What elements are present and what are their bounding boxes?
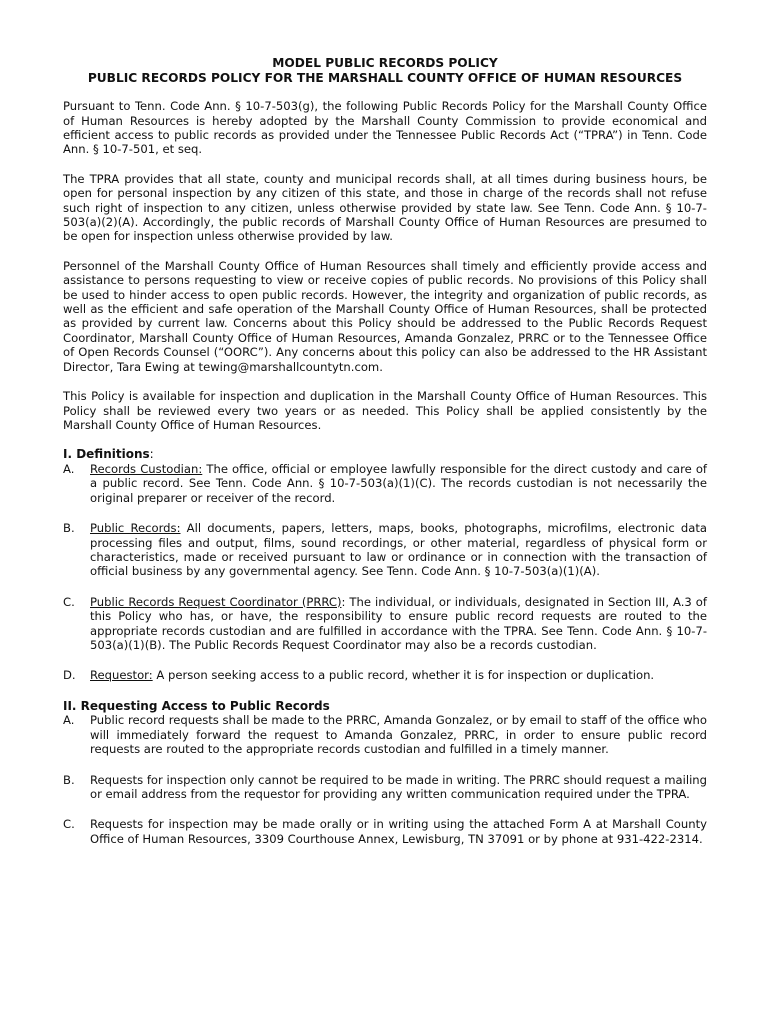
definition-item-requestor: [63, 668, 707, 682]
intro-paragraph-4: This Policy is available for inspection and duplication in the Marshall County Office of Human Resources. This Policy shall be reviewed every two years or as needed. This Policy shall be applied consistently by the Marshall County Office of Human Resources.: [63, 389, 707, 432]
definition-term: Requestor:: [90, 668, 153, 683]
definitions-heading: [63, 447, 707, 462]
definition-text: [90, 521, 707, 579]
document-subtitle: PUBLIC RECORDS POLICY FOR THE MARSHALL COUNTY OFFICE OF HUMAN RESOURCES: [87, 70, 683, 85]
document-page: [63, 56, 707, 862]
definitions-heading-colon: :: [149, 447, 154, 462]
definition-body: All documents, papers, letters, maps, books, photographs, microfilms, electronic data processing files and output, films, sound recordings, or other material, regardless of physical form or characteristics, made or received pursuant to law or ordinance or in connection with the transaction of official business by any governmental agency. See Tenn. Code Ann. § 10-7-503(a)(1)(A).: [90, 521, 708, 579]
request-text: Public record requests shall be made to the PRRC, Amanda Gonzalez, or by email to staff of the office who will immediately forward the request to Amanda Gonzalez, PRRC, in order to ensure public record requests are routed to the appropriate records custodian and fulfilled in a timely manner.: [90, 713, 707, 757]
document-title-block: [63, 56, 707, 85]
request-text: Requests for inspection may be made orally or in writing using the attached Form A at Marshall County Office of Human Resources, 3309 Courthouse Annex, Lewisburg, TN 37091 or by phone at 931-422-2314.: [90, 817, 707, 846]
definition-term: Public Records Request Coordinator (PRRC): [90, 594, 342, 609]
definition-text: [90, 462, 707, 505]
request-text: Requests for inspection only cannot be required to be made in writing. The PRRC should request a mailing or email address from the requestor for providing any written communication required under the TPRA.: [90, 772, 707, 801]
request-item-a: [63, 713, 707, 756]
intro-paragraph-3: Personnel of the Marshall County Office of Human Resources shall timely and efficiently provide access and assistance to persons requesting to view or receive copies of public records. No provisions of this Policy shall be used to hinder access to open public records. However, the integrity and organization of public records, as well as the efficient and safe operation of the Marshall County Office of Human Resources, shall be protected as provided by current law. Concerns about this Policy should be addressed to the Public Records Request Coordinator, Marshall County Office of Human Resources, Amanda Gonzalez, PRRC or to the Tennessee Office of Open Records Counsel (“OORC”). Any concerns about this policy can also be addressed to the HR Assistant Director, Tara Ewing at tewing@marshallcountytn.com.: [63, 258, 707, 374]
definition-text: [90, 595, 707, 653]
request-letter: A.: [63, 713, 75, 728]
request-item-c: [63, 817, 707, 846]
definition-term: Public Records:: [90, 521, 181, 536]
definition-letter: A.: [63, 461, 75, 476]
definition-body: A person seeking access to a public record, whether it is for inspection or duplication.: [152, 668, 655, 683]
definition-text: [90, 668, 707, 682]
definition-item-prrc: [63, 595, 707, 653]
requesting-access-heading: II. Requesting Access to Public Records: [63, 698, 330, 713]
request-item-b: [63, 773, 707, 802]
intro-paragraph-2: The TPRA provides that all state, county and municipal records shall, at all times during business hours, be open for personal inspection by any citizen of this state, and those in charge of the records shall not refuse such right of inspection to any citizen, unless otherwise provided by state law. See Tenn. Code Ann. § 10-7-503(a)(2)(A). Accordingly, the public records of Marshall County Office of Human Resources are presumed to be open for inspection unless otherwise provided by law.: [63, 171, 707, 244]
definition-body: The office, official or employee lawfully responsible for the direct custody and care of a public record. See Tenn. Code Ann. § 10-7-503(a)(1)(C). The records custodian is not necessarily the original preparer or receiver of the record.: [90, 461, 707, 505]
request-letter: C.: [63, 817, 75, 832]
request-letter: B.: [63, 772, 75, 787]
definition-item-public-records: [63, 521, 707, 579]
definition-item-records-custodian: [63, 462, 707, 505]
definition-body: : The individual, or individuals, designated in Section III, A.3 of this Policy who has, or have, the responsibility to ensure public record requests are routed to the appropriate records custodian and are fulfilled in accordance with the TPRA. See Tenn. Code Ann. § 10-7-503(a)(1)(B). The Public Records Request Coordinator may also be a records custodian.: [90, 594, 707, 652]
intro-paragraph-1: Pursuant to Tenn. Code Ann. § 10-7-503(g), the following Public Records Policy for the Marshall County Office of Human Resources is hereby adopted by the Marshall County Commission to provide economical and efficient access to public records as provided under the Tennessee Public Records Act (“TPRA”) in Tenn. Code Ann. § 10-7-501, et seq.: [63, 99, 707, 157]
definition-letter: D.: [63, 668, 76, 683]
definition-letter: B.: [63, 521, 75, 536]
definition-letter: C.: [63, 594, 75, 609]
document-title: MODEL PUBLIC RECORDS POLICY: [272, 56, 498, 70]
definition-term: Records Custodian:: [90, 461, 203, 476]
definitions-heading-text: I. Definitions: [63, 447, 150, 462]
